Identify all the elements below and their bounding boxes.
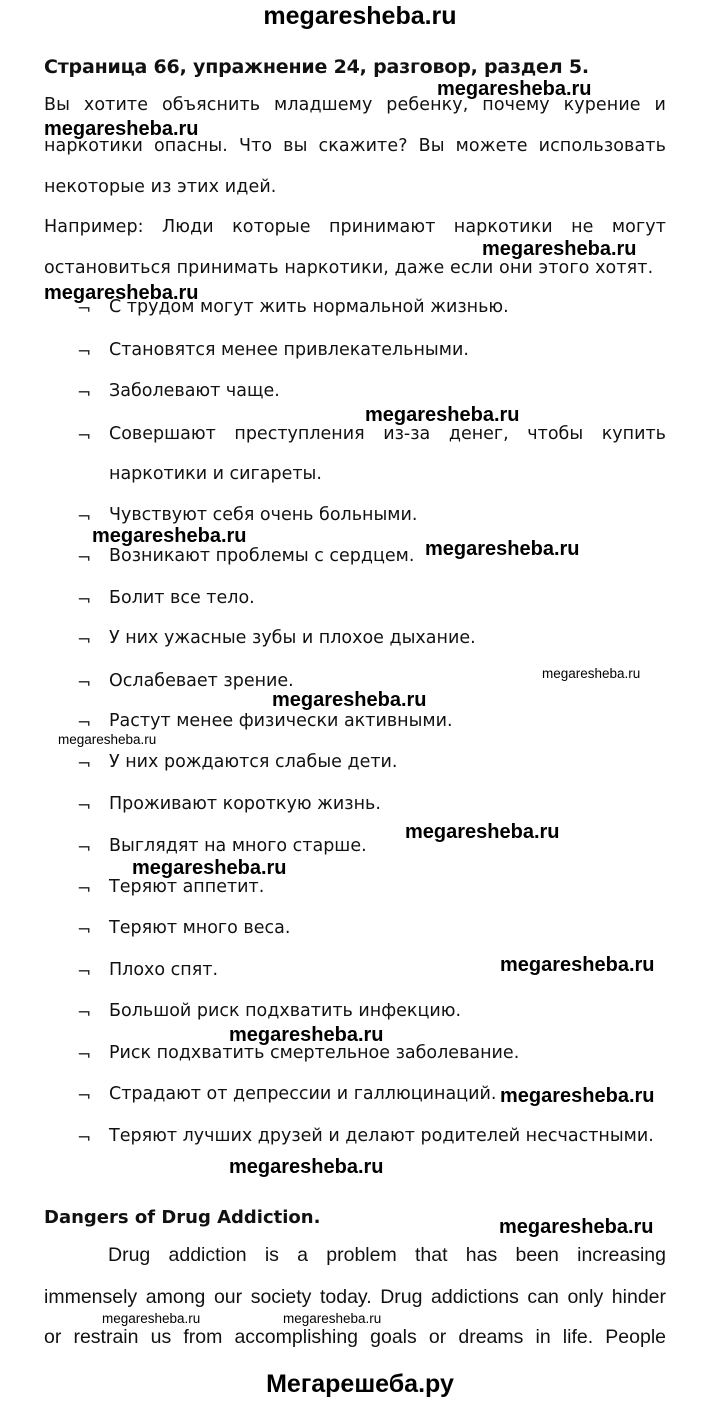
watermark: megaresheba.ru (132, 857, 287, 879)
bullet-mark: ¬ (77, 754, 92, 774)
watermark: megaresheba.ru (58, 732, 157, 747)
watermark: megaresheba.ru (542, 666, 641, 681)
bullet-mark: ¬ (77, 838, 92, 858)
bullet-mark: ¬ (77, 920, 92, 940)
intro-line-2: наркотики опасны. Что вы скажите? Вы можете использовать (44, 136, 666, 156)
watermark: megaresheba.ru (482, 238, 637, 260)
list-item: Совершают преступления из-за денег, чтобы купить (109, 424, 666, 444)
watermark: megaresheba.ru (365, 404, 520, 426)
watermark: megaresheba.ru (229, 1156, 384, 1178)
bullet-mark: ¬ (77, 507, 92, 527)
list-item: У них ужасные зубы и плохое дыхание. (109, 628, 476, 648)
watermark: megaresheba.ru (44, 118, 199, 140)
list-item: С трудом могут жить нормальной жизнью. (109, 297, 509, 317)
bullet-mark: ¬ (77, 548, 92, 568)
watermark: megaresheba.ru (437, 78, 592, 100)
example-line-2: остановиться принимать наркотики, даже если они этого хотят. (44, 258, 654, 278)
list-item: Заболевают чаще. (109, 381, 280, 401)
site-footer: Мегарешеба.ру (266, 1370, 454, 1398)
bullet-mark: ¬ (77, 1003, 92, 1023)
bullet-mark: ¬ (77, 590, 92, 610)
essay-title: Dangers of Drug Addiction. (44, 1207, 321, 1228)
example-line-1: Например: Люди которые принимают наркотики не могут (44, 217, 666, 237)
essay-line-1: Drug addiction is a problem that has been increasing (108, 1244, 666, 1266)
site-header: megaresheba.ru (263, 2, 457, 30)
watermark: megaresheba.ru (92, 525, 247, 547)
essay-line-3: or restrain us from accomplishing goals or dreams in life. People (44, 1326, 666, 1348)
page-title: Страница 66, упражнение 24, разговор, раздел 5. (44, 56, 589, 78)
watermark: megaresheba.ru (425, 538, 580, 560)
bullet-mark: ¬ (77, 713, 92, 733)
watermark: megaresheba.ru (44, 282, 199, 304)
list-item: У них рождаются слабые дети. (109, 752, 398, 772)
bullet-mark: ¬ (77, 383, 92, 403)
list-item: Большой риск подхватить инфекцию. (109, 1001, 462, 1021)
watermark: megaresheba.ru (500, 954, 655, 976)
list-item: Растут менее физически активными. (109, 711, 453, 731)
list-item: Риск подхватить смертельное заболевание. (109, 1043, 520, 1063)
bullet-mark: ¬ (77, 299, 92, 319)
list-item: Плохо спят. (109, 960, 219, 980)
bullet-mark: ¬ (77, 796, 92, 816)
watermark: megaresheba.ru (229, 1024, 384, 1046)
watermark: megaresheba.ru (102, 1311, 201, 1326)
bullet-mark: ¬ (77, 1086, 92, 1106)
list-item: Чувствуют себя очень больными. (109, 505, 418, 525)
bullet-mark: ¬ (77, 962, 92, 982)
watermark: megaresheba.ru (405, 821, 560, 843)
watermark: megaresheba.ru (499, 1216, 654, 1238)
bullet-mark: ¬ (77, 426, 92, 446)
list-item: Болит все тело. (109, 588, 255, 608)
list-item: наркотики и сигареты. (109, 464, 322, 484)
watermark: megaresheba.ru (272, 689, 427, 711)
essay-line-2: immensely among our society today. Drug addictions can only hinder (44, 1286, 666, 1308)
list-item: Страдают от депрессии и галлюцинаций. (109, 1084, 497, 1104)
watermark: megaresheba.ru (500, 1085, 655, 1107)
list-item: Ослабевает зрение. (109, 671, 294, 691)
bullet-mark: ¬ (77, 879, 92, 899)
list-item: Теряют много веса. (109, 918, 291, 938)
bullet-mark: ¬ (77, 673, 92, 693)
list-item: Теряют лучших друзей и делают родителей несчастными. (109, 1126, 654, 1146)
list-item: Становятся менее привлекательными. (109, 340, 469, 360)
bullet-mark: ¬ (77, 342, 92, 362)
intro-line-1: Вы хотите объяснить младшему ребенку, почему курение и (44, 95, 666, 115)
bullet-mark: ¬ (77, 630, 92, 650)
intro-line-3: некоторые из этих идей. (44, 177, 277, 197)
watermark: megaresheba.ru (283, 1311, 382, 1326)
bullet-mark: ¬ (77, 1045, 92, 1065)
list-item: Теряют аппетит. (109, 877, 265, 897)
list-item: Возникают проблемы с сердцем. (109, 546, 415, 566)
bullet-mark: ¬ (77, 1128, 92, 1148)
list-item: Выглядят на много старше. (109, 836, 367, 856)
list-item: Проживают короткую жизнь. (109, 794, 381, 814)
